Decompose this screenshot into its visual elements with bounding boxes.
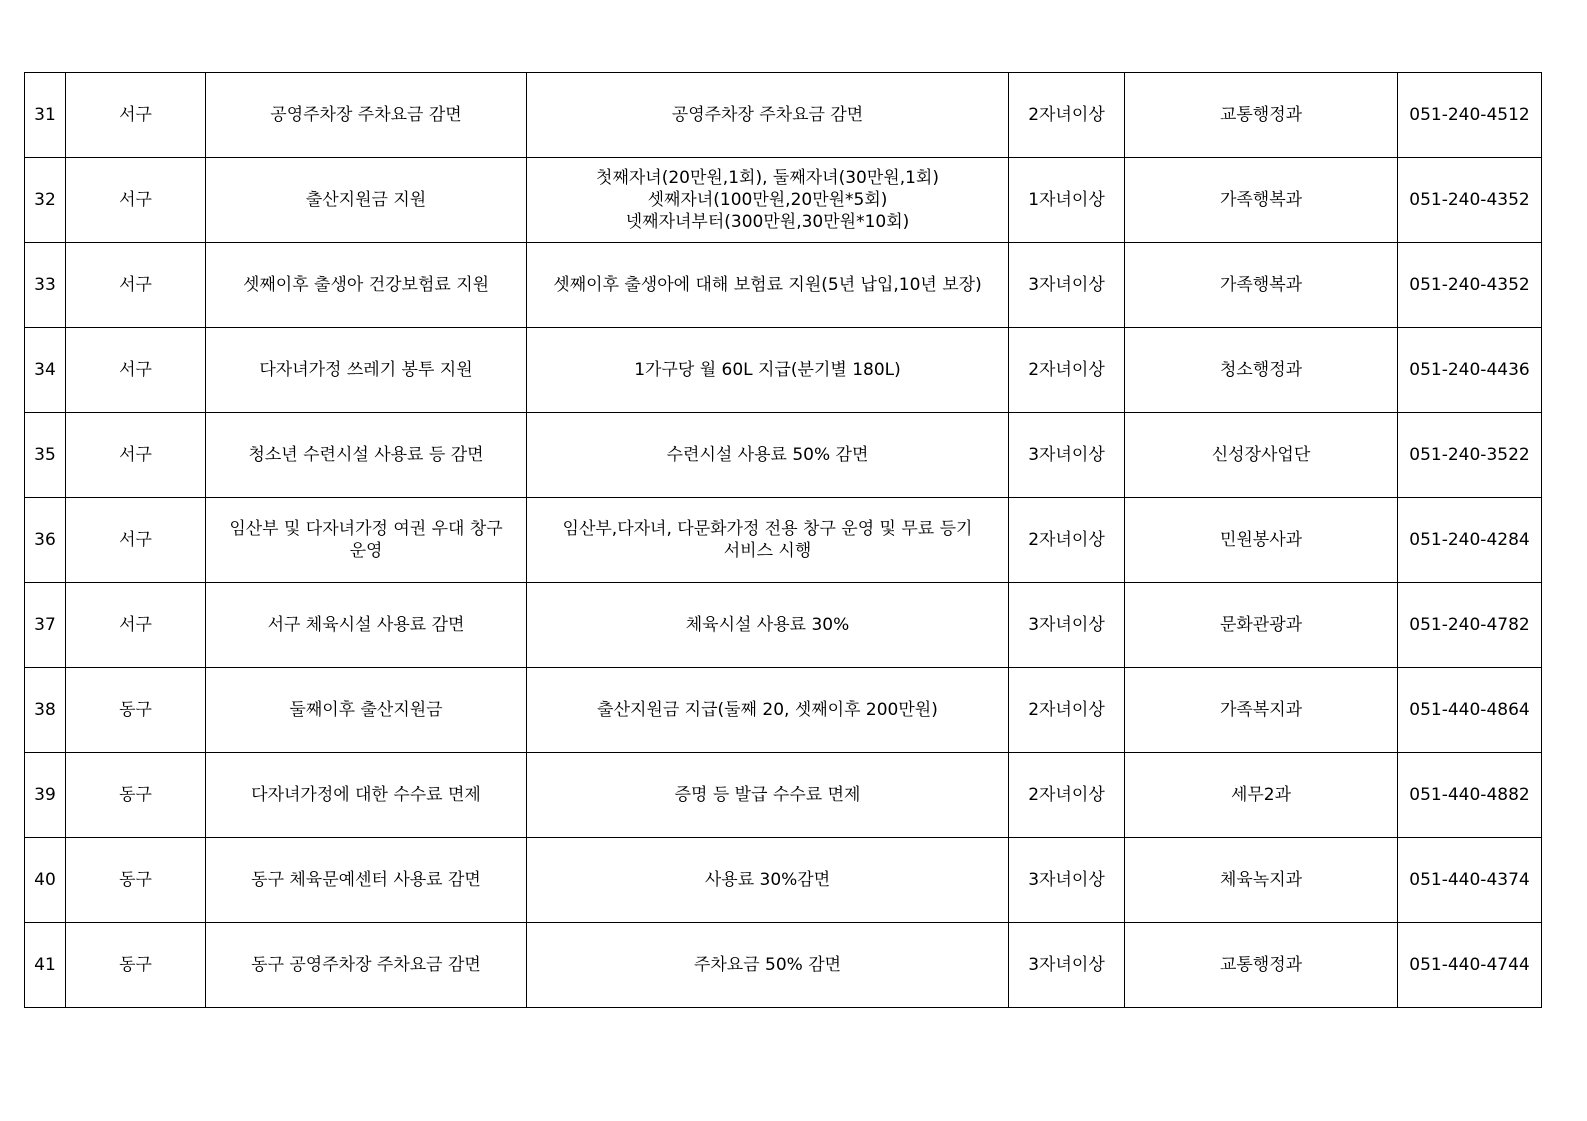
program-detail-cell <box>527 753 1009 838</box>
phone-cell: 051-440-4864 <box>1398 668 1542 753</box>
table-row <box>25 328 1542 413</box>
program-name-cell <box>206 243 527 328</box>
program-detail-line: 공영주차장 주차요금 감면 <box>671 105 864 125</box>
program-name-line: 임산부 및 다자녀가정 여권 우대 창구 <box>229 519 503 539</box>
program-detail-line: 첫째자녀(20만원,1회), 둘째자녀(30만원,1회) <box>596 168 939 188</box>
table-row <box>25 583 1542 668</box>
program-detail-line: 셋째이후 출생아에 대해 보험료 지원(5년 납입,10년 보장) <box>553 275 982 295</box>
department-cell: 가족행복과 <box>1125 158 1398 243</box>
program-name-line: 공영주차장 주차요금 감면 <box>270 105 462 125</box>
eligibility-cell: 3자녀이상 <box>1009 923 1125 1008</box>
program-name-line: 서구 체육시설 사용료 감면 <box>267 615 465 635</box>
row-number: 33 <box>25 243 66 328</box>
phone-cell: 051-240-4352 <box>1398 158 1542 243</box>
district-cell: 동구 <box>66 923 206 1008</box>
eligibility-cell: 2자녀이상 <box>1009 668 1125 753</box>
department-cell: 가족복지과 <box>1125 668 1398 753</box>
department-cell: 문화관광과 <box>1125 583 1398 668</box>
program-detail-line: 체육시설 사용료 30% <box>685 615 850 635</box>
program-name-cell <box>206 498 527 583</box>
program-detail-line: 1가구당 월 60L 지급(분기별 180L) <box>634 360 901 380</box>
program-detail-cell <box>527 668 1009 753</box>
program-name-line: 운영 <box>349 541 383 561</box>
row-number: 39 <box>25 753 66 838</box>
program-detail-cell <box>527 923 1009 1008</box>
department-cell: 민원봉사과 <box>1125 498 1398 583</box>
table-row <box>25 753 1542 838</box>
phone-cell: 051-240-4512 <box>1398 73 1542 158</box>
program-detail-line: 임산부,다자녀, 다문화가정 전용 창구 운영 및 무료 등기 <box>562 519 973 539</box>
benefits-table <box>24 72 1542 1008</box>
table-row <box>25 923 1542 1008</box>
district-cell: 서구 <box>66 73 206 158</box>
district-cell: 서구 <box>66 498 206 583</box>
table-row <box>25 413 1542 498</box>
program-name-cell <box>206 328 527 413</box>
program-detail-cell <box>527 413 1009 498</box>
eligibility-cell: 3자녀이상 <box>1009 838 1125 923</box>
district-cell: 동구 <box>66 753 206 838</box>
row-number: 37 <box>25 583 66 668</box>
program-name-cell <box>206 158 527 243</box>
table-row <box>25 838 1542 923</box>
program-name-line: 다자녀가정에 대한 수수료 면제 <box>251 785 481 805</box>
eligibility-cell: 2자녀이상 <box>1009 753 1125 838</box>
phone-cell: 051-240-4352 <box>1398 243 1542 328</box>
row-number: 40 <box>25 838 66 923</box>
table-row <box>25 158 1542 243</box>
eligibility-cell: 3자녀이상 <box>1009 583 1125 668</box>
program-detail-line: 수련시설 사용료 50% 감면 <box>666 445 869 465</box>
program-name-cell <box>206 838 527 923</box>
department-cell: 교통행정과 <box>1125 923 1398 1008</box>
phone-cell: 051-240-4436 <box>1398 328 1542 413</box>
program-detail-cell <box>527 73 1009 158</box>
program-detail-line: 넷째자녀부터(300만원,30만원*10회) <box>625 212 910 232</box>
eligibility-cell: 3자녀이상 <box>1009 413 1125 498</box>
eligibility-cell: 3자녀이상 <box>1009 243 1125 328</box>
program-detail-line: 출산지원금 지급(둘째 20, 셋째이후 200만원) <box>597 700 938 720</box>
district-cell: 동구 <box>66 668 206 753</box>
phone-cell: 051-440-4374 <box>1398 838 1542 923</box>
row-number: 38 <box>25 668 66 753</box>
phone-cell: 051-440-4882 <box>1398 753 1542 838</box>
table-row <box>25 668 1542 753</box>
program-name-cell <box>206 753 527 838</box>
district-cell: 서구 <box>66 328 206 413</box>
program-name-line: 동구 체육문예센터 사용료 감면 <box>251 870 481 890</box>
row-number: 36 <box>25 498 66 583</box>
department-cell: 신성장사업단 <box>1125 413 1398 498</box>
program-detail-line: 증명 등 발급 수수료 면제 <box>674 785 861 805</box>
row-number: 34 <box>25 328 66 413</box>
eligibility-cell: 2자녀이상 <box>1009 498 1125 583</box>
program-detail-line: 사용료 30%감면 <box>704 870 831 890</box>
program-detail-line: 셋째자녀(100만원,20만원*5회) <box>647 190 888 210</box>
district-cell: 서구 <box>66 243 206 328</box>
department-cell: 교통행정과 <box>1125 73 1398 158</box>
table-row <box>25 243 1542 328</box>
program-name-line: 동구 공영주차장 주차요금 감면 <box>251 955 481 975</box>
eligibility-cell: 2자녀이상 <box>1009 73 1125 158</box>
department-cell: 청소행정과 <box>1125 328 1398 413</box>
program-detail-cell <box>527 498 1009 583</box>
program-name-line: 둘째이후 출산지원금 <box>289 700 443 720</box>
row-number: 35 <box>25 413 66 498</box>
phone-cell: 051-440-4744 <box>1398 923 1542 1008</box>
eligibility-cell: 2자녀이상 <box>1009 328 1125 413</box>
district-cell: 서구 <box>66 158 206 243</box>
table-row <box>25 498 1542 583</box>
program-detail-line: 서비스 시행 <box>723 541 812 561</box>
department-cell: 세무2과 <box>1125 753 1398 838</box>
program-detail-cell <box>527 328 1009 413</box>
department-cell: 가족행복과 <box>1125 243 1398 328</box>
department-cell: 체육녹지과 <box>1125 838 1398 923</box>
program-detail-line: 주차요금 50% 감면 <box>693 955 842 975</box>
row-number: 41 <box>25 923 66 1008</box>
program-detail-cell <box>527 243 1009 328</box>
program-name-line: 다자녀가정 쓰레기 봉투 지원 <box>259 360 473 380</box>
program-name-line: 셋째이후 출생아 건강보험료 지원 <box>242 275 490 295</box>
program-detail-cell <box>527 158 1009 243</box>
program-name-line: 출산지원금 지원 <box>305 190 427 210</box>
phone-cell: 051-240-4782 <box>1398 583 1542 668</box>
program-name-cell <box>206 583 527 668</box>
program-name-cell <box>206 923 527 1008</box>
program-name-line: 청소년 수련시설 사용료 등 감면 <box>248 445 484 465</box>
phone-cell: 051-240-4284 <box>1398 498 1542 583</box>
district-cell: 서구 <box>66 583 206 668</box>
table-row <box>25 73 1542 158</box>
phone-cell: 051-240-3522 <box>1398 413 1542 498</box>
row-number: 32 <box>25 158 66 243</box>
program-name-cell <box>206 668 527 753</box>
district-cell: 서구 <box>66 413 206 498</box>
eligibility-cell: 1자녀이상 <box>1009 158 1125 243</box>
district-cell: 동구 <box>66 838 206 923</box>
program-name-cell <box>206 413 527 498</box>
program-name-cell <box>206 73 527 158</box>
program-detail-cell <box>527 583 1009 668</box>
table-body <box>25 73 1542 1008</box>
program-detail-cell <box>527 838 1009 923</box>
row-number: 31 <box>25 73 66 158</box>
